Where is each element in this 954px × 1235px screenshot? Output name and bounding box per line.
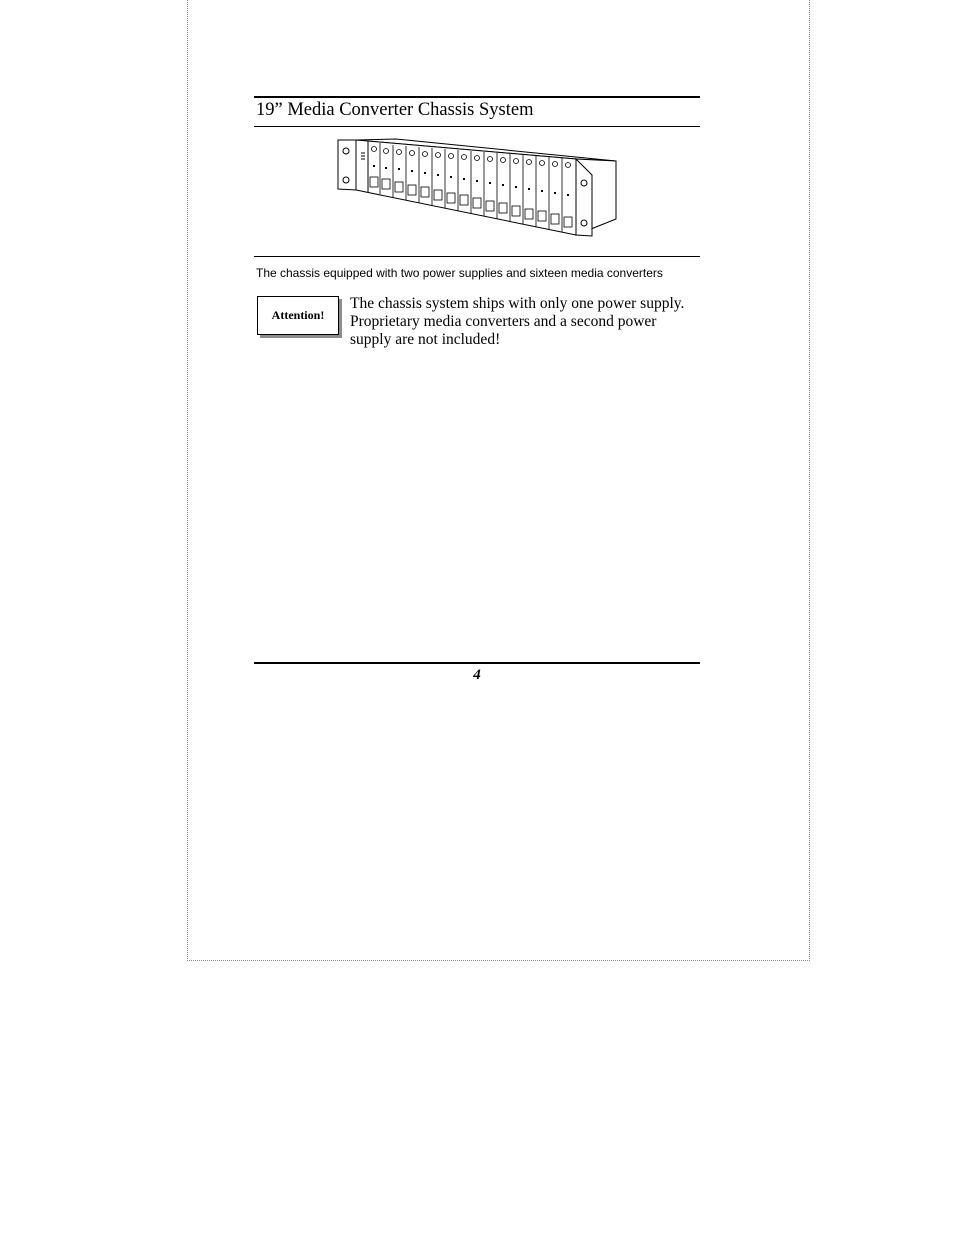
attention-note: The chassis system ships with only one power supply. Proprietary media converters and a second power supply are not included!	[350, 295, 685, 348]
attention-badge: Attention!	[257, 296, 339, 335]
chassis-illustration	[336, 133, 620, 241]
figure-caption: The chassis equipped with two power supplies and sixteen media converters	[256, 266, 663, 280]
page-number: 4	[473, 667, 481, 683]
header-top-rule	[254, 96, 700, 98]
figure-bottom-rule	[254, 256, 700, 257]
header-bottom-rule	[254, 126, 700, 127]
footer-rule	[254, 662, 700, 664]
section-title: 19” Media Converter Chassis System	[256, 100, 534, 120]
